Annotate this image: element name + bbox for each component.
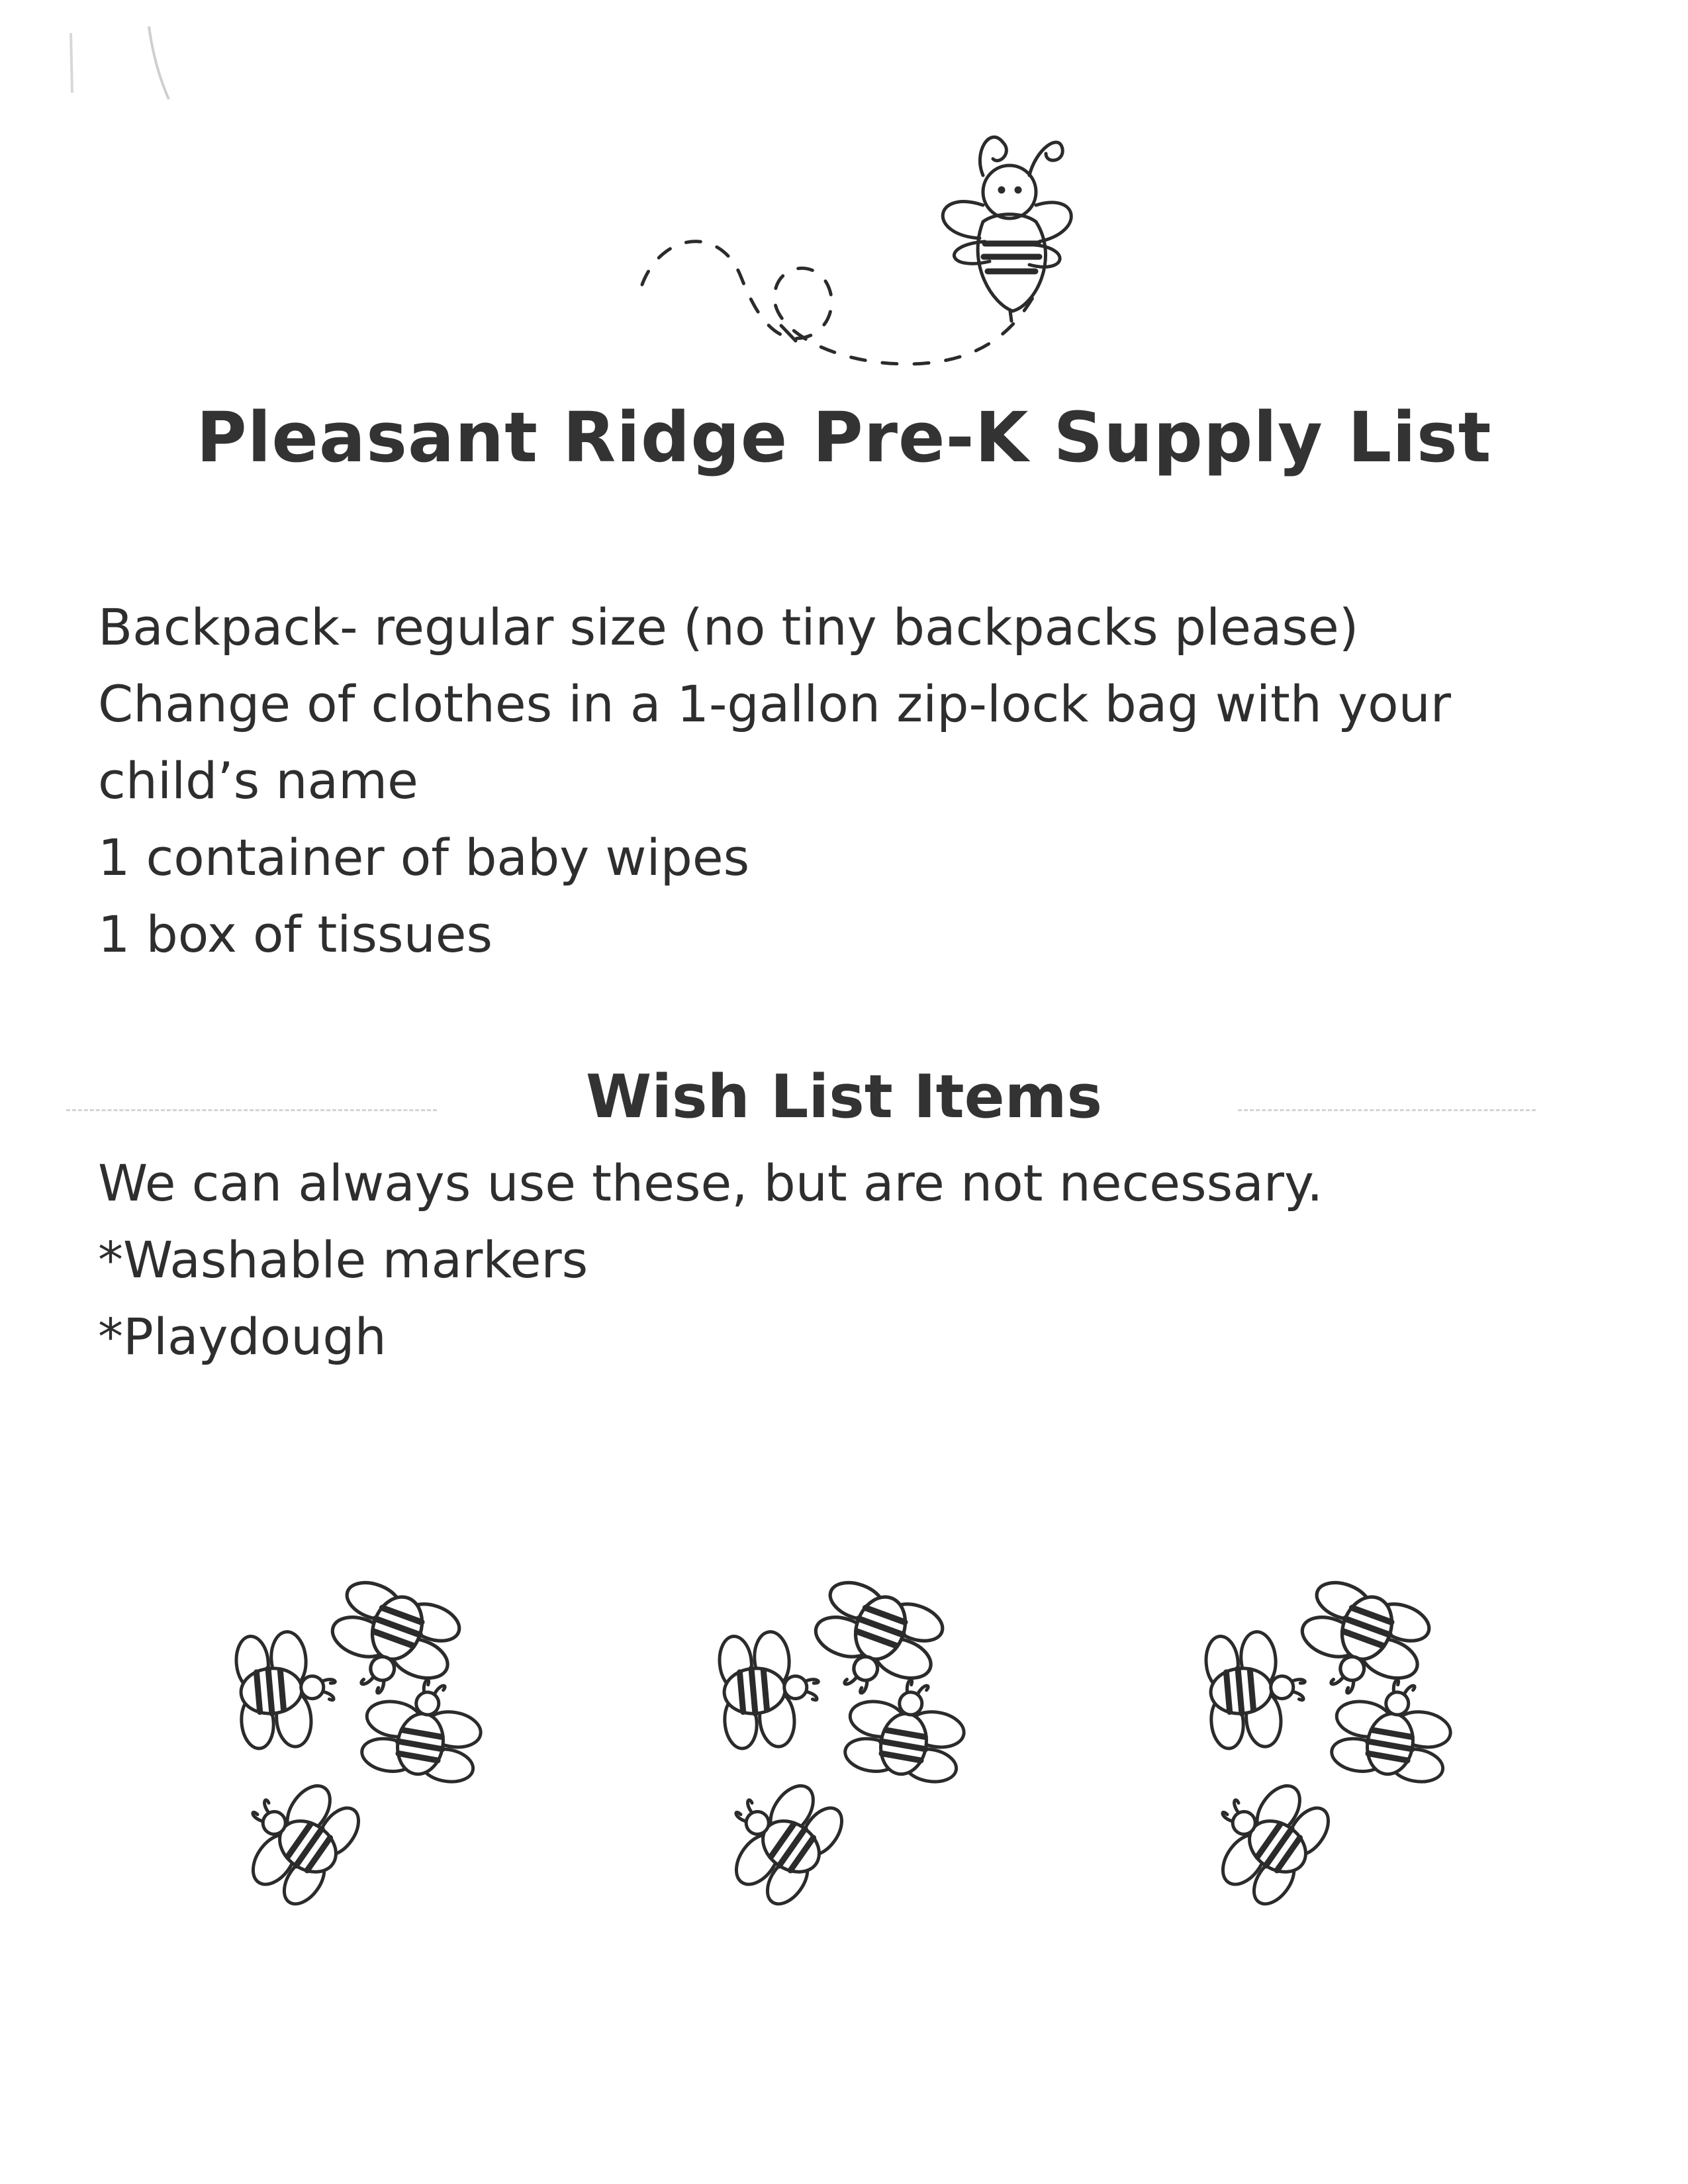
list-item: *Playdough [98,1307,387,1366]
list-item: child’s name [98,751,418,810]
list-item: 1 box of tissues [98,905,493,964]
scan-mark [63,20,182,113]
supply-list [98,589,1620,973]
wish-list [98,1222,588,1375]
bee-swarm-icon [1168,1542,1486,1926]
page-title: Pleasant Ridge Pre-K Supply List [196,397,1492,478]
list-item: Change of clothes in a 1-gallon zip-lock bag with your [98,674,1451,733]
list-item: 1 container of baby wipes [98,828,750,887]
list-item: Backpack- regular size (no tiny backpacks please) [98,598,1359,657]
bee-swarm-icon [682,1542,1000,1926]
list-item: *Washable markers [98,1230,588,1289]
bee-swarm-icon [199,1542,516,1926]
flying-bee-icon [622,113,1099,404]
wish-list-note: We can always use these, but are not necessary. [98,1154,1323,1212]
wish-list-heading: Wish List Items [585,1062,1103,1132]
